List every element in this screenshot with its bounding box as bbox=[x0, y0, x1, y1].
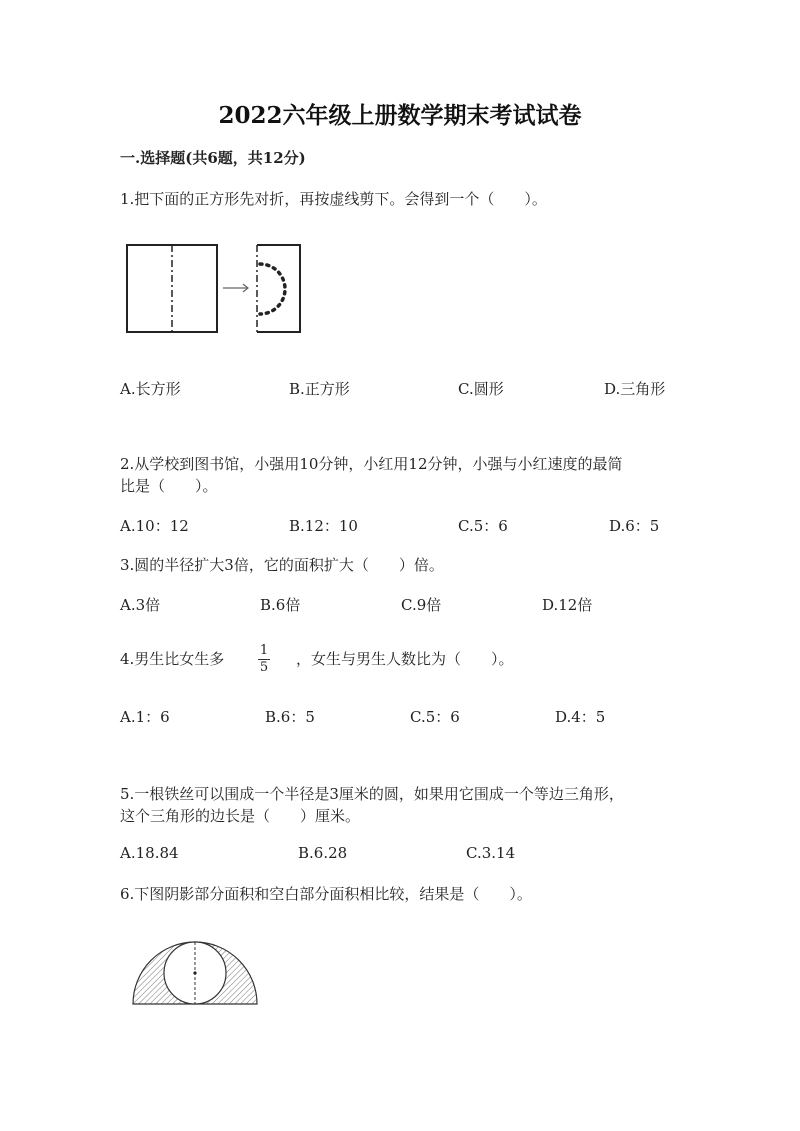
q4-option-b[interactable]: B.6：5 bbox=[265, 708, 315, 726]
question-1-text: 1.把下面的正方形先对折，再按虚线剪下。会得到一个（ ）。 bbox=[120, 190, 547, 208]
fraction bbox=[258, 643, 270, 675]
question-4-suffix: ，女生与男生人数比为（ ）。 bbox=[296, 650, 514, 668]
q1-option-b[interactable]: B.正方形 bbox=[289, 380, 350, 398]
fraction-numerator: 1 bbox=[259, 643, 269, 658]
q2-option-c[interactable]: C.5：6 bbox=[458, 517, 508, 535]
q5-option-b[interactable]: B.6.28 bbox=[298, 844, 348, 862]
q3-option-a[interactable]: A.3倍 bbox=[120, 596, 161, 614]
q1-option-a[interactable]: A.长方形 bbox=[120, 380, 181, 398]
q1-option-d[interactable]: D.三角形 bbox=[604, 380, 666, 398]
cut-semicircle-shape bbox=[260, 264, 285, 314]
q1-option-c[interactable]: C.圆形 bbox=[458, 380, 504, 398]
q4-option-a[interactable]: A.1：6 bbox=[120, 708, 170, 726]
question-4-prefix: 4.男生比女生多 bbox=[120, 650, 225, 668]
folded-rect-shape bbox=[257, 245, 300, 332]
question-6-text: 6.下图阴影部分面积和空白部分面积相比较，结果是（ ）。 bbox=[120, 885, 532, 903]
question-2-line1: 2.从学校到图书馆，小强用10分钟，小红用12分钟，小强与小红速度的最简 bbox=[120, 455, 623, 473]
question-5-line2: 这个三角形的边长是（ ）厘米。 bbox=[120, 807, 361, 825]
q6-shaded-figure bbox=[128, 935, 263, 1010]
q3-option-d[interactable]: D.12倍 bbox=[542, 596, 593, 614]
q4-option-c[interactable]: C.5：6 bbox=[410, 708, 460, 726]
square-shape bbox=[127, 245, 217, 332]
q4-option-d[interactable]: D.4：5 bbox=[555, 708, 606, 726]
section-heading: 一.选择题(共6题，共12分) bbox=[120, 149, 306, 167]
q2-option-d[interactable]: D.6：5 bbox=[609, 517, 660, 535]
question-5-line1: 5.一根铁丝可以围成一个半径是3厘米的圆，如果用它围成一个等边三角形， bbox=[120, 785, 624, 803]
q2-option-a[interactable]: A.10：12 bbox=[120, 517, 189, 535]
question-2-line2: 比是（ ）。 bbox=[120, 477, 218, 495]
q1-folding-figure bbox=[120, 238, 310, 338]
q3-option-b[interactable]: B.6倍 bbox=[260, 596, 301, 614]
center-dot bbox=[193, 971, 196, 974]
q5-option-a[interactable]: A.18.84 bbox=[120, 844, 179, 862]
q2-option-b[interactable]: B.12：10 bbox=[289, 517, 358, 535]
question-3-text: 3.圆的半径扩大3倍，它的面积扩大（ ）倍。 bbox=[120, 556, 444, 574]
page-title: 2022六年级上册数学期末考试试卷 bbox=[218, 102, 582, 129]
q5-option-c[interactable]: C.3.14 bbox=[466, 844, 516, 862]
fraction-denominator: 5 bbox=[259, 660, 269, 675]
q3-option-c[interactable]: C.9倍 bbox=[401, 596, 442, 614]
